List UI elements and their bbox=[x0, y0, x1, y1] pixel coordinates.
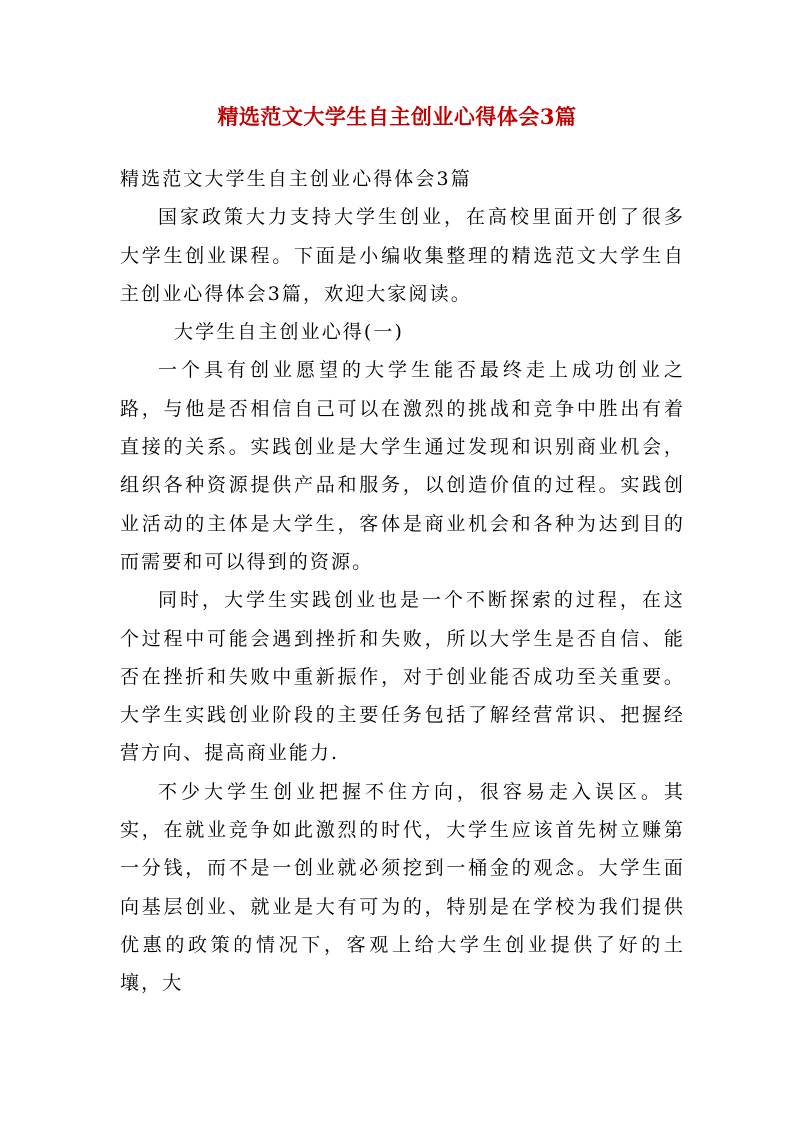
body-paragraph: 不少大学生创业把握不住方向，很容易走入误区。其实，在就业竞争如此激烈的时代，大学生应该首先树立赚第一分钱，而不是一创业就必须挖到一桶金的观念。大学生面向基层创业、就业是大有可为的，特别是在学校为我们提供优惠的政策的情况下，客观上给大学生创业提供了好的土壤，大 bbox=[120, 780, 685, 995]
section-heading: 大学生自主创业心得(一) bbox=[174, 321, 405, 344]
body-paragraph: 一个具有创业愿望的大学生能否最终走上成功创业之路，与他是否相信自己可以在激烈的挑战和竞争中胜出有着直接的关系。实践创业是大学生通过发现和识别商业机会，组织各种资源提供产品和服务，以创造价值的过程。实践创业活动的主体是大学生，客体是商业机会和各种为达到目的而需要和可以得到的资源。 bbox=[120, 359, 685, 573]
intro-paragraph: 国家政策大力支持大学生创业，在高校里面开创了很多大学生创业课程。下面是小编收集整理的精选范文大学生自主创业心得体会3篇，欢迎大家阅读。 bbox=[120, 206, 685, 305]
document-title: 精选范文大学生自主创业心得体会3篇 bbox=[217, 104, 577, 129]
body-paragraph: 同时，大学生实践创业也是一个不断探索的过程，在这个过程中可能会遇到挫折和失败，所以大学生是否自信、能否在挫折和失败中重新振作，对于创业能否成功至关重要。大学生实践创业阶段的主要任务包括了解经营常识、把握经营方向、提高商业能力. bbox=[120, 589, 685, 765]
document-body bbox=[120, 160, 685, 1003]
subtitle-line: 精选范文大学生自主创业心得体会3篇 bbox=[120, 168, 472, 190]
